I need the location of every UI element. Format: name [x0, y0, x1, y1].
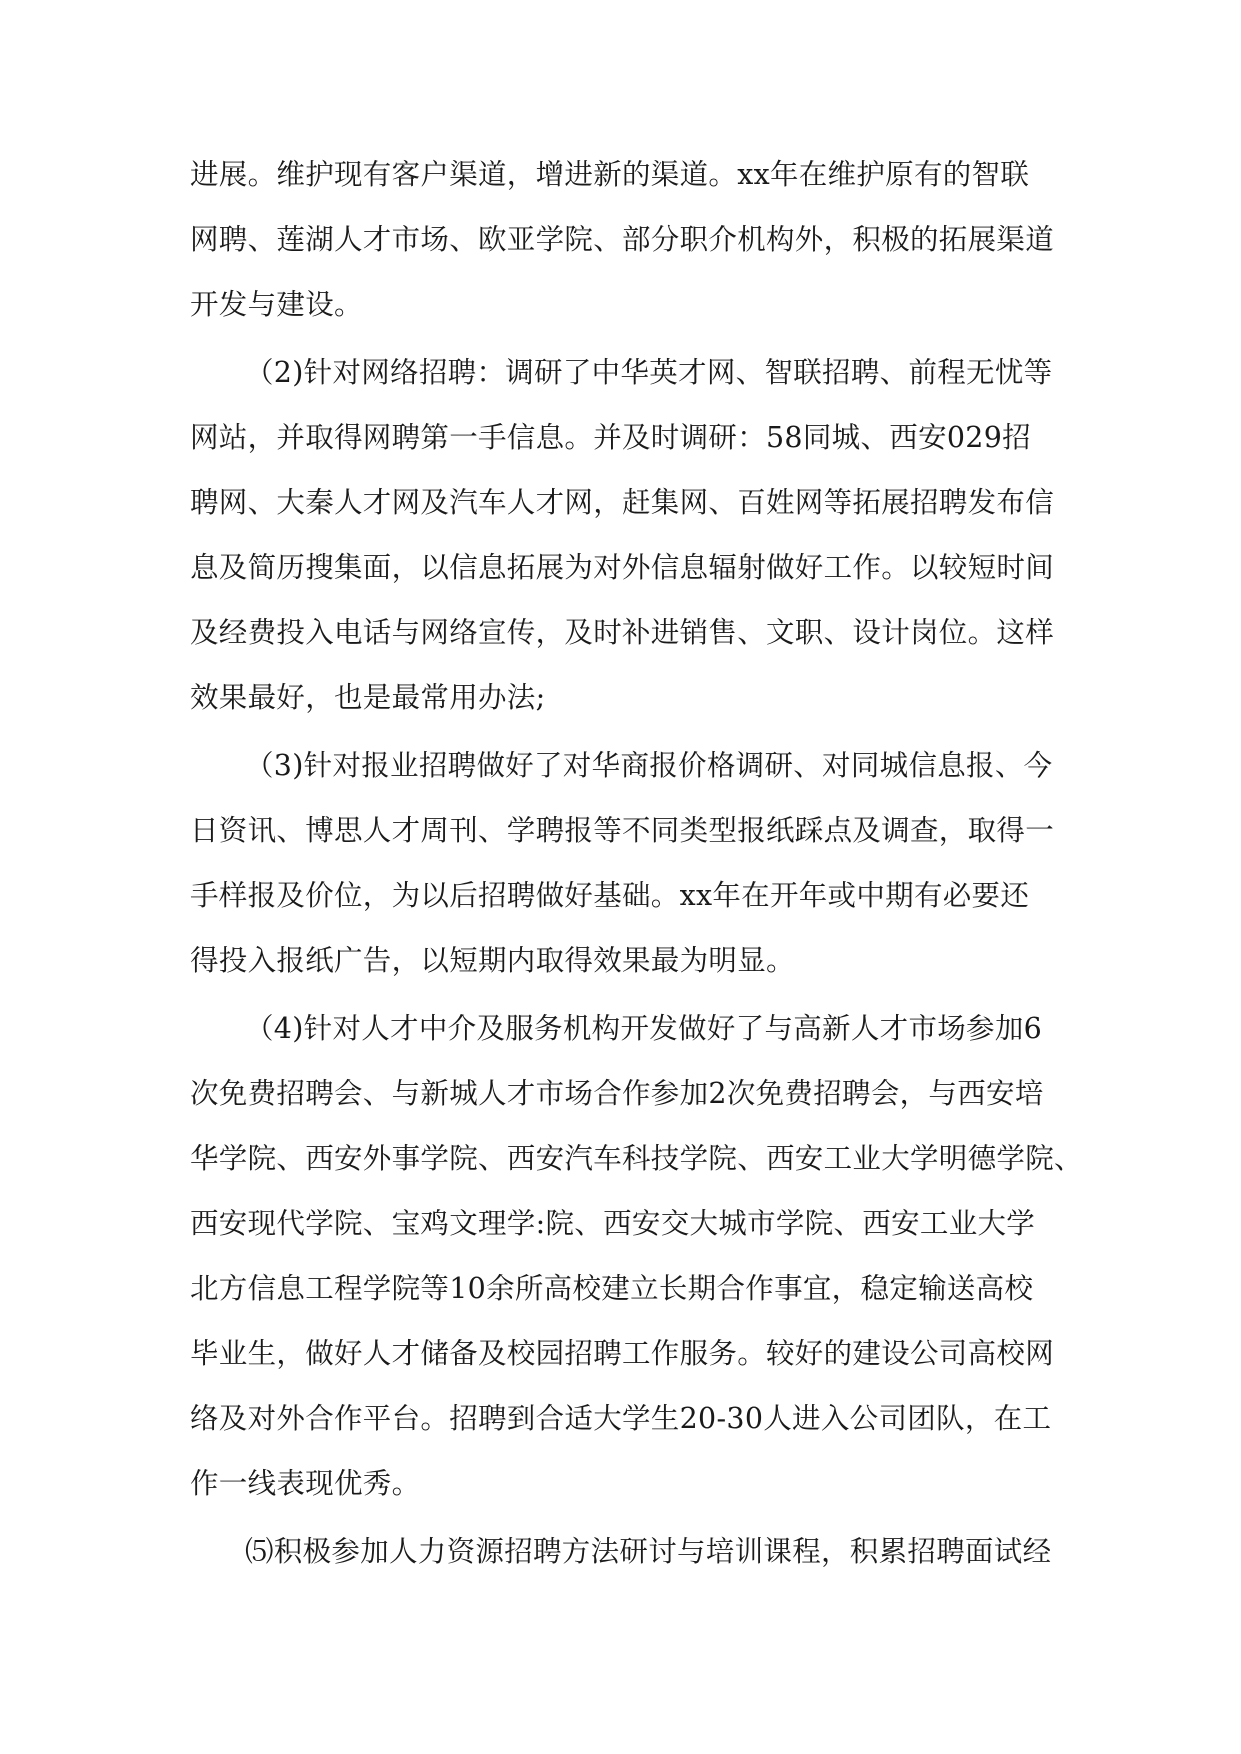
text-line: ⑸积极参加人力资源招聘方法研讨与培训课程，积累招聘面试经 [245, 1535, 1052, 1568]
text-line: 进展。维护现有客户渠道，增进新的渠道。xx年在维护原有的智联 [190, 158, 1030, 191]
text-line: 作一线表现优秀。 [190, 1467, 421, 1500]
text-line: 效果最好，也是最常用办法; [190, 681, 546, 714]
text-line: 息及简历搜集面，以信息拓展为对外信息辐射做好工作。以较短时间 [190, 551, 1055, 584]
text-line: 西安现代学院、宝鸡文理学:院、西安交大城市学院、西安工业大学 [190, 1207, 1036, 1240]
text-line: 聘网、大秦人才网及汽车人才网，赶集网、百姓网等拓展招聘发布信 [190, 486, 1055, 519]
text-line: 络及对外合作平台。招聘到合适大学生20-30人进入公司团队，在工 [190, 1402, 1052, 1435]
text-line: 得投入报纸广告，以短期内取得效果最为明显。 [190, 944, 795, 977]
text-line: 日资讯、博思人才周刊、学聘报等不同类型报纸踩点及调查，取得一 [190, 814, 1055, 847]
text-line: 开发与建设。 [190, 288, 363, 321]
text-line: 网聘、莲湖人才市场、欧亚学院、部分职介机构外，积极的拓展渠道 [190, 223, 1055, 256]
text-line: （3)针对报业招聘做好了对华商报价格调研、对同城信息报、今 [245, 749, 1053, 782]
text-line: 网站，并取得网聘第一手信息。并及时调研：58同城、西安029招 [190, 421, 1031, 454]
text-line: 手样报及价位，为以后招聘做好基础。xx年在开年或中期有必要还 [190, 879, 1030, 912]
text-line: （2)针对网络招聘：调研了中华英才网、智联招聘、前程无忧等 [245, 356, 1053, 389]
text-line: 华学院、西安外事学院、西安汽车科技学院、西安工业大学明德学院、 [190, 1142, 1083, 1175]
text-line: 毕业生，做好人才储备及校园招聘工作服务。较好的建设公司高校网 [190, 1337, 1055, 1370]
text-line: 次免费招聘会、与新城人才市场合作参加2次免费招聘会，与西安培 [190, 1077, 1044, 1110]
text-line: （4)针对人才中介及服务机构开发做好了与高新人才市场参加6 [245, 1012, 1043, 1045]
text-line: 及经费投入电话与网络宣传，及时补进销售、文职、设计岗位。这样 [190, 616, 1055, 649]
text-line: 北方信息工程学院等10余所高校建立长期合作事宜，稳定输送高校 [190, 1272, 1034, 1305]
